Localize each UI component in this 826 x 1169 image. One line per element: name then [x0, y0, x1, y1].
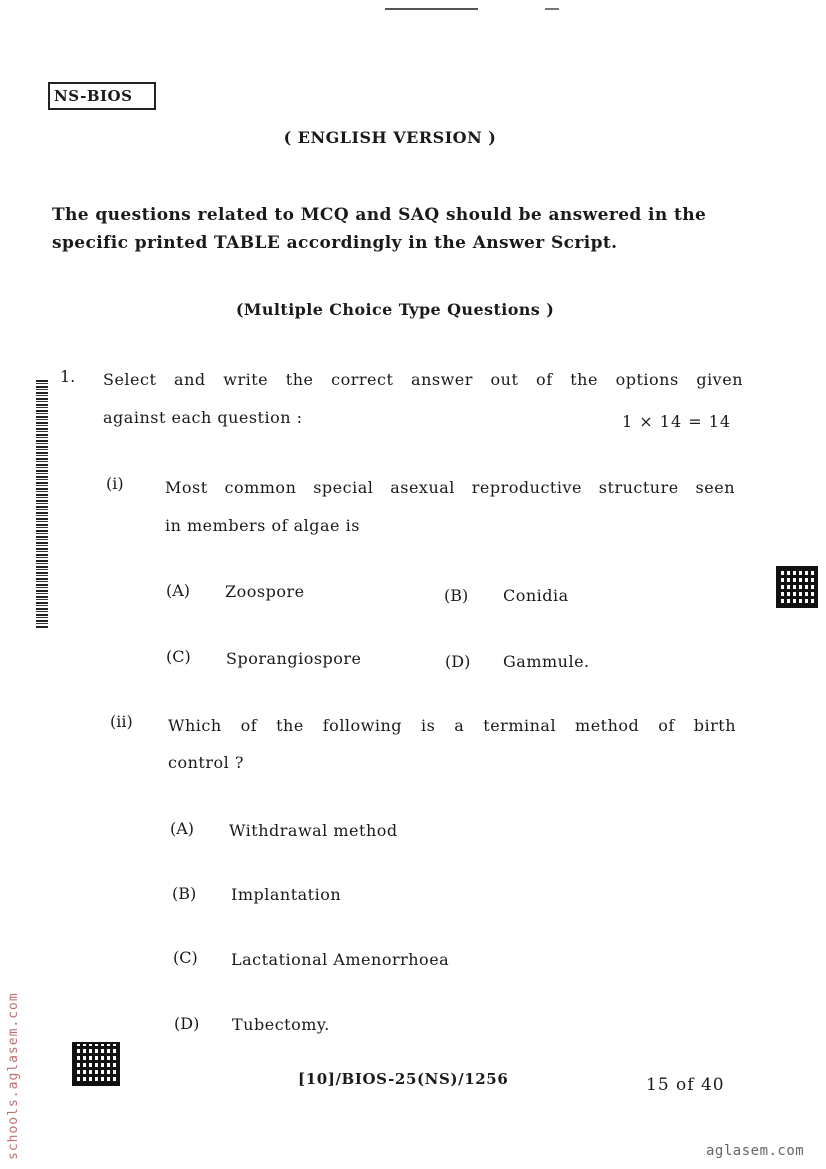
option-text: Implantation [231, 885, 342, 904]
option-label: (C) [173, 948, 198, 967]
qr-code-bottom [72, 1042, 120, 1086]
subquestion-text-line-1: Which of the following is a terminal method of birth [168, 716, 736, 735]
option-label: (A) [166, 581, 191, 600]
side-watermark: schools.aglasem.com [6, 992, 21, 1160]
version-heading: ( ENGLISH VERSION ) [283, 128, 497, 147]
instruction-line-1: The questions related to MCQ and SAQ should be answered in the [52, 205, 707, 225]
top-rule-short [545, 8, 559, 10]
option-label: (D) [174, 1014, 200, 1033]
option-label: (B) [444, 586, 469, 605]
subquestion-label: (i) [106, 474, 124, 493]
option-label: (C) [166, 647, 191, 666]
option-text: Sporangiospore [226, 649, 362, 668]
top-rule [385, 8, 478, 10]
subquestion-label: (ii) [110, 712, 133, 731]
option-text: Conidia [503, 586, 569, 605]
marks-allocation: 1 × 14 = 14 [622, 412, 732, 431]
page-number: 15 of 40 [646, 1075, 725, 1095]
instruction-line-2: specific printed TABLE accordingly in the Answer Script. [52, 233, 618, 253]
option-text: Lactational Amenorrhoea [231, 950, 450, 969]
option-text: Withdrawal method [229, 821, 398, 840]
question-text-line-2: against each question : [103, 408, 303, 427]
option-label: (D) [445, 652, 471, 671]
option-text: Gammule. [503, 652, 590, 671]
option-label: (B) [172, 884, 197, 903]
corner-watermark: aglasem.com [706, 1143, 805, 1159]
option-label: (A) [170, 819, 195, 838]
qr-code-right [776, 566, 818, 608]
question-number: 1. [60, 367, 76, 386]
option-text: Zoospore [225, 582, 305, 601]
subquestion-text-line-1: Most common special asexual reproductive structure seen [165, 478, 735, 497]
paper-code-box: NS-BIOS [48, 82, 156, 110]
subquestion-text-line-2: control ? [168, 753, 244, 772]
subquestion-text-line-2: in members of algae is [165, 516, 360, 535]
option-text: Tubectomy. [232, 1015, 330, 1034]
question-text-line-1: Select and write the correct answer out of the options given [103, 370, 743, 389]
side-barcode [36, 380, 48, 628]
section-title: (Multiple Choice Type Questions ) [235, 300, 555, 319]
footer-paper-code: [10]/BIOS-25(NS)/1256 [298, 1070, 509, 1088]
